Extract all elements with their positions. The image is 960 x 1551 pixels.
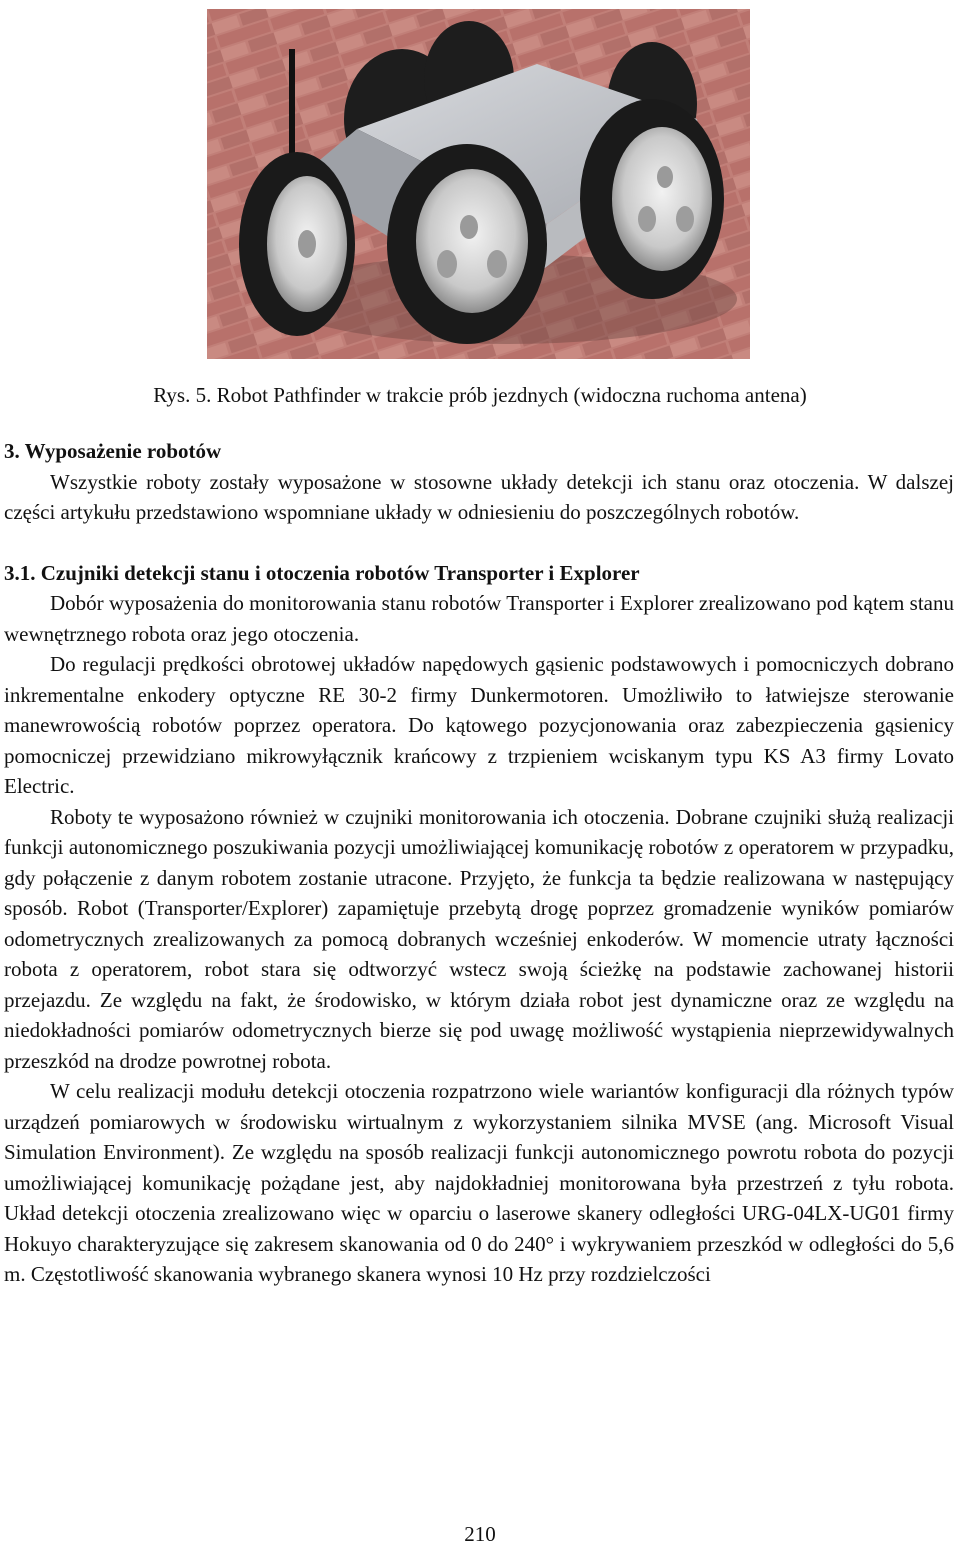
paragraph: W celu realizacji modułu detekcji otoczenia rozpatrzono wiele wariantów konfiguracji dla różnych typów urządzeń pomiarowych w środowisku wirtualnym z wykorzystaniem silnika MVSE (ang. Microsoft Visual Simulation Environment). Ze względu na sposób realizacji funkcji autonomicznego powrotu robota do pozycji umożliwiającej komunikację pożądane jest, aby najdokładniej monitorowana była przestrzeń z tyłu robota. Układ detekcji otoczenia zrealizowano więc w oparciu o laserowe skanery odległości URG-04LX-UG01 firmy Hokuyo charakteryzujące się zakresem skanowania od 0 do 240° i wykrywaniem przeszkód w odległości do 5,6 m. Częstotliwość skanowania wybranego skanera wynosi 10 Hz przy rozdzielczości bbox=[4, 1079, 954, 1286]
section-heading: 3. Wyposażenie robotów bbox=[4, 439, 222, 463]
paragraph: Do regulacji prędkości obrotowej układów napędowych gąsienic podstawowych i pomocniczych dobrano inkrementalne enkodery optyczne RE 30-2 firmy Dunkermotoren. Umożliwiło to łatwiejsze sterowanie manewrowością robotów poprzez operatora. Do kątowego pozycjonowania oraz zabezpieczenia gąsienicy pomocniczej przewidziano mikrowyłącznik krańcowy z trzpieniem wciskanym typu KS A3 firmy Lovato Electric. bbox=[4, 652, 954, 798]
robot-photo bbox=[207, 9, 750, 359]
section-intro: Wszystkie roboty zostały wyposażone w stosowne układy detekcji ich stanu oraz otoczenia. W dalszej części artykułu przedstawiono wspomniane układy w odniesieniu do poszczególnych robotów. bbox=[4, 469, 954, 524]
robot-pathfinder-image bbox=[207, 9, 750, 359]
paragraph: Dobór wyposażenia do monitorowania stanu robotów Transporter i Explorer zrealizowano pod kątem stanu wewnętrznego robota oraz jego otoczenia. bbox=[4, 591, 954, 646]
figure-caption: Rys. 5. Robot Pathfinder w trakcie prób jezdnych (widoczna ruchoma antena) bbox=[153, 383, 807, 407]
subsection-heading: 3.1. Czujniki detekcji stanu i otoczenia robotów Transporter i Explorer bbox=[4, 560, 640, 585]
article-body bbox=[4, 436, 954, 1290]
paragraph: Roboty te wyposażono również w czujniki monitorowania ich otoczenia. Dobrane czujniki służą realizacji funkcji autonomicznego poszukiwania pozycji umożliwiającej komunikację robotów z operatorem w przypadku, gdy połączenie z danym robotem zostanie utracone. Przyjęto, że funkcja ta będzie realizowana w następujący sposób. Robot (Transporter/Explorer) zapamiętuje przebytą drogę poprzez gromadzenie wyników pomiarów odometrycznych zrealizowanych za pomocą dobranych wcześniej enkoderów. W momencie utraty łączności robota z operatorem, robot stara się odtworzyć wstecz swoją ścieżkę na podstawie zachowanej historii przejazdu. Ze względu na fakt, że środowisko, w którym działa robot jest dynamiczne oraz ze względu na niedokładności pomiarów odometrycznych bierze się pod uwagę możliwość wystąpienia nieprzewidywalnych przeszkód na drodze powrotnej robota. bbox=[4, 804, 954, 1073]
spacer bbox=[4, 528, 954, 558]
page-number: 210 bbox=[464, 1522, 496, 1546]
